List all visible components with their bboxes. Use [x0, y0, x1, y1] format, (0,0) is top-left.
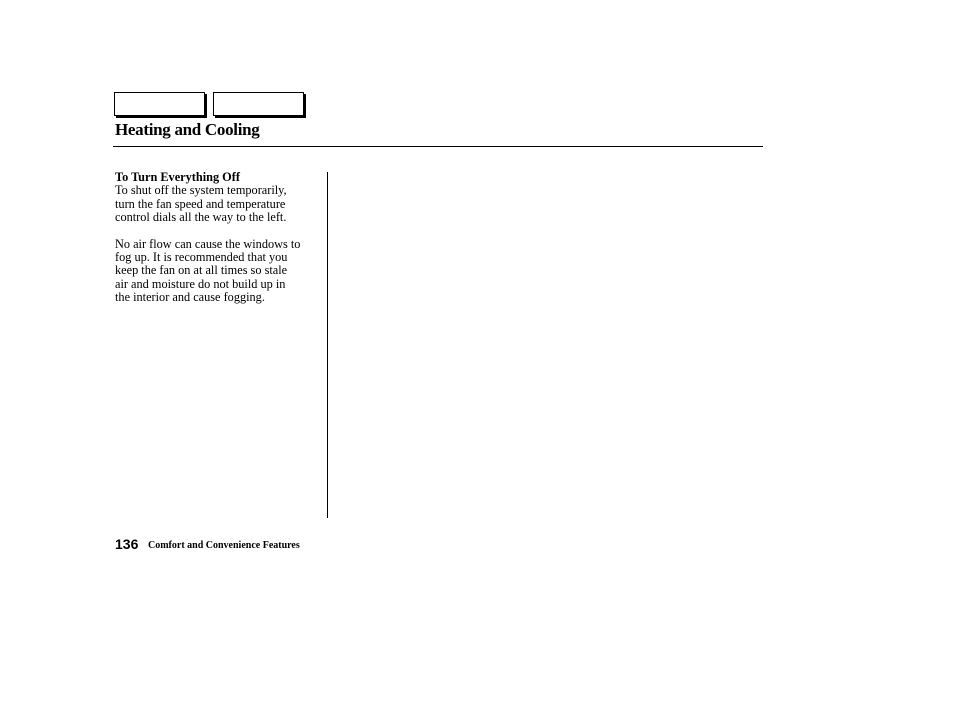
nav-button-next[interactable] [213, 92, 304, 116]
content-column [115, 171, 323, 318]
subheading: To Turn Everything Off [115, 170, 240, 184]
title-divider [113, 146, 763, 147]
footer-section-title: Comfort and Convenience Features [148, 540, 300, 551]
nav-button-previous[interactable] [114, 92, 205, 116]
page-title: Heating and Cooling [115, 120, 260, 139]
paragraph-fogging-note: No air flow can cause the windows to fog up. It is recommended that you keep the fan on at all times so stale air and moisture do not build up in the interior and cause fogging. [115, 236, 301, 305]
paragraph-turn-off: To shut off the system temporarily, turn the fan speed and temperature control dials all the way to the left. [115, 183, 287, 225]
column-divider [327, 172, 328, 518]
page-number: 136 [115, 536, 139, 552]
